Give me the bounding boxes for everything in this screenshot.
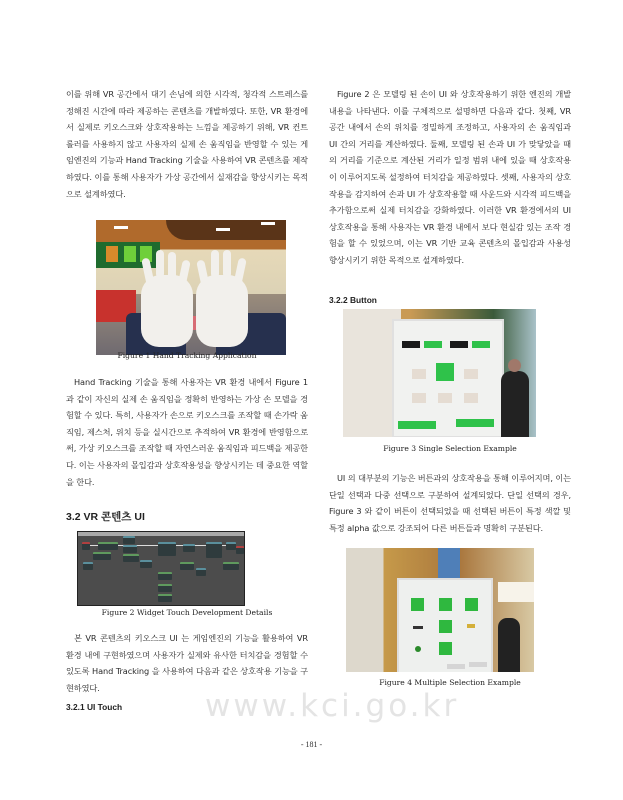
ceiling-light	[261, 222, 275, 225]
right-column-middle	[329, 470, 571, 536]
section-heading-3-2: 3.2 VR 콘텐츠 UI	[66, 511, 145, 523]
menu-item	[464, 369, 478, 379]
menu-item	[412, 393, 426, 403]
ceiling-light	[216, 228, 230, 231]
right-paragraph-1: Figure 2 은 모델링 된 손이 UI 와 상호작용하기 위한 엔진의 개발 내용을 나타낸다. 이를 구체적으로 설명하면 다음과 같다. 첫째, VR 공간 내에서 손의 위치를 정밀하게 조정하고, 사용자의 손 움직임과 UI 간의 거리를 계산하였다. 둘째, 모델링 된 손과 UI 가 맞닿았을 때의 거리를 기준으로 계산된 거리가 일정 범위 내에 있을 때 상호작용이 이루어지도록 설정하여 터치감을 제공하였다. 셋째, 사용자의 상호작용을 감지하여 손과 UI 가 상호작용할 때 사운드와 시각적 피드백을 추가함으로써 실제 터치감을 강화하였다. 이러한 VR 환경에서의 UI 상호작용을 통해 사용자는 VR 환경 내에서 보다 현실감 있는 조작 경험을 할 수 있었으며, 이는 VR 기반 교육 콘텐츠의 몰입감과 사용성 향상시키기 위한 목적으로 설계하였다.	[329, 89, 571, 265]
menu-item-selected	[465, 598, 478, 611]
option-button-selected	[424, 341, 442, 348]
figure-2-caption: Figure 2 Widget Touch Development Details	[101, 608, 273, 617]
left-column	[66, 86, 308, 202]
left-paragraph-3: 본 VR 콘텐츠의 키오스크 UI 는 게임엔진의 기능을 활용하여 VR 환경 내에 구현하였으며 사용자가 실제와 유사한 터치감을 경험할 수 있도록 Hand Tracking 을 사용하여 다음과 같은 상호작용 기능을 구현하였다.	[66, 633, 308, 693]
subheading-3-2-2: 3.2.2 Button	[329, 295, 377, 305]
menu-item	[438, 393, 452, 403]
menu-item-selected	[436, 363, 454, 381]
figure-3-image	[343, 309, 536, 437]
menu-item-selected	[411, 598, 424, 611]
subheading-3-2-1: 3.2.1 UI Touch	[66, 702, 123, 712]
page-number: - 181 -	[300, 740, 323, 749]
menu-item	[464, 393, 478, 403]
right-column	[329, 86, 571, 269]
kiosk-single-selection-panel	[392, 319, 504, 437]
figure-1-caption: Figure 1 Hand Tracking Application	[117, 351, 257, 360]
figure-4-caption: Figure 4 Multiple Selection Example	[379, 678, 521, 687]
option-button-selected	[472, 341, 490, 348]
menu-item-selected	[439, 598, 452, 611]
support-pole	[438, 548, 460, 580]
figure-3-caption: Figure 3 Single Selection Example	[383, 444, 517, 453]
option-button-unselected	[450, 341, 468, 348]
figure-2-image	[77, 531, 245, 606]
figure-1-image	[96, 220, 286, 355]
menu-item	[412, 369, 426, 379]
right-paragraph-2: UI 의 대부분의 기능은 버튼과의 상호작용을 통해 이루어지며, 이는 단일 선택과 다중 선택으로 구분하여 설계되었다. 단일 선택의 경우, Figure 3 와 같이 버튼이 선택되었을 때 선택된 버튼이 특정 색깔 및 특정 alpha 값으로 강조되어 다른 버튼들과 명확히 구분된다.	[329, 473, 571, 533]
menu-item-selected	[439, 642, 452, 655]
watermark: www.kci.go.kr	[205, 688, 460, 724]
left-paragraph-1: 이를 위해 VR 공간에서 대기 손님에 의한 시각적, 청각적 스트레스를 정해진 시간에 따라 제공하는 콘텐츠를 개발하였다. 또한, VR 환경에서 실제로 키오스크와 상호작용하는 느낌을 제공하기 위해, VR 컨트롤러를 사용하지 않고 사용자의 실제 손 움직임을 반영할 수 있는 게임엔진의 기능과 Hand Tracking 기술을 사용하여 VR 콘텐츠를 제작하였다. 이를 통해 사용자가 가상 공간에서 실재감을 향상시키는 목적으로 설계하였다.	[66, 89, 308, 199]
next-button	[456, 419, 494, 427]
left-paragraph-2: Hand Tracking 기술을 통해 사용자는 VR 환경 내에서 Figure 1 과 같이 자신의 실제 손 움직임을 정확히 반영하는 가상 손 모델을 경험할 수 있다. 특히, 사용자가 손으로 키오스크를 조작할 때 손가락 움직임, 제스처, 위치 등을 실시간으로 추적하여 VR 환경에 반영함으로써, 가상 키오스크를 조작할 때 자연스러운 움직임과 피드백을 제공한다. 이는 사용자의 몰입감과 상호작용성을 향상시키는 데 중요한 역할을 한다.	[66, 377, 308, 487]
person	[498, 618, 520, 672]
prev-button	[398, 421, 436, 429]
menu-item-selected	[439, 620, 452, 633]
left-column-bottom	[66, 630, 308, 696]
person	[501, 371, 529, 437]
kiosk-multiple-selection-panel	[397, 578, 493, 672]
figure-4-image	[346, 548, 534, 672]
option-button-unselected	[402, 341, 420, 348]
menu-board	[498, 582, 534, 602]
ceiling-light	[114, 226, 128, 229]
left-column-middle	[66, 374, 308, 490]
